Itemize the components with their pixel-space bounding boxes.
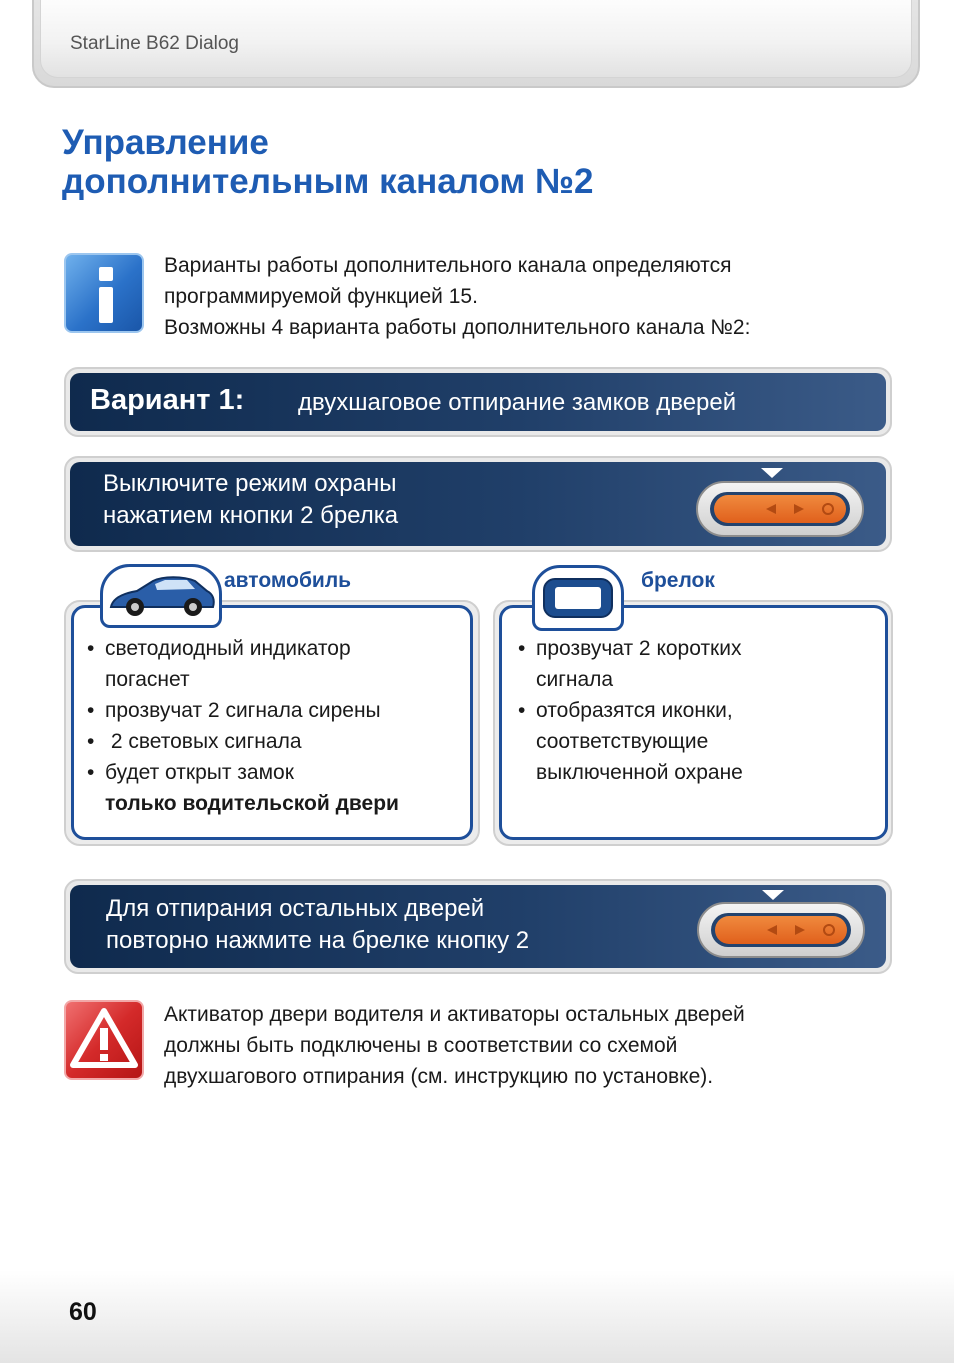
car-result-list	[87, 633, 467, 819]
fob-pointer-icon	[761, 468, 783, 478]
step1-line: нажатием кнопки 2 брелка	[103, 502, 399, 529]
list-item: • отобразятся иконки, соответствующие выключенной охране	[518, 695, 878, 788]
info-line: программируемой функцией 15.	[164, 285, 478, 308]
warning-icon	[64, 1000, 144, 1080]
fob-result-list	[518, 633, 878, 788]
document-title: StarLine B62 Dialog	[70, 33, 239, 54]
warning-line: Активатор двери водителя и активаторы остальных дверей	[164, 1003, 745, 1026]
step2-text	[106, 893, 529, 957]
page-title-line2: дополнительным каналом №2	[62, 162, 594, 201]
keyfob-display-icon	[532, 565, 624, 631]
car-result-label: автомобиль	[224, 569, 352, 592]
page-title-line1: Управление	[62, 123, 269, 162]
page-number: 60	[69, 1298, 97, 1326]
fob-result-label: брелок	[641, 569, 715, 592]
step1-line: Выключите режим охраны	[103, 470, 397, 497]
list-item: • прозвучат 2 коротких сигнала	[518, 633, 878, 695]
keyfob-button-2-icon	[696, 481, 864, 537]
keyfob-button-2-icon	[697, 902, 865, 958]
footer-band	[0, 1270, 954, 1363]
list-item: • будет открыт замок только водительской двери	[87, 757, 467, 819]
page-title	[62, 123, 862, 201]
car-icon	[100, 564, 222, 628]
info-line: Возможны 4 варианта работы дополнительного канала №2:	[164, 316, 751, 339]
step2-line: повторно нажмите на брелке кнопку 2	[106, 927, 530, 954]
warning-line: двухшагового отпирания (см. инструкцию по установке).	[164, 1065, 714, 1088]
info-text	[164, 250, 884, 343]
step2-line: Для отпирания остальных дверей	[106, 895, 485, 922]
fob-pointer-icon	[762, 890, 784, 900]
list-item: • прозвучат 2 сигнала сирены	[87, 695, 467, 726]
info-line: Варианты работы дополнительного канала определяются	[164, 254, 732, 277]
variant-label: Вариант 1:	[90, 384, 245, 416]
list-item: • светодиодный индикатор погаснет	[87, 633, 467, 695]
list-item: • 2 световых сигнала	[87, 726, 467, 757]
warning-line: должны быть подключены в соответствии со схемой	[164, 1034, 678, 1057]
warning-text	[164, 999, 884, 1092]
info-icon	[64, 253, 144, 333]
variant-description: двухшаговое отпирание замков дверей	[298, 389, 737, 416]
step1-text	[103, 468, 398, 532]
